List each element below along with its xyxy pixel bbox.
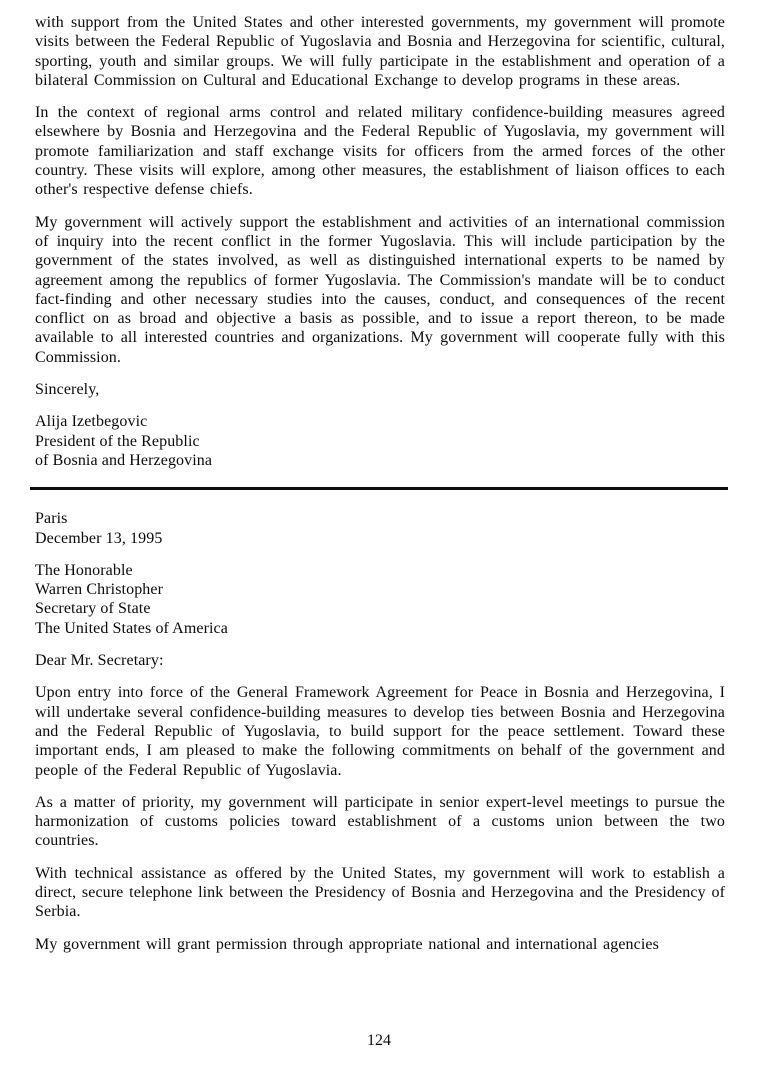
- date-line: December 13, 1995: [35, 529, 163, 547]
- closing: [35, 380, 725, 399]
- recipient-title: Secretary of State: [35, 600, 151, 618]
- paragraph: Upon entry into force of the General Framework Agreement for Peace in Bosnia and Herzegovina, I will undertake several confidence-building measures to develop ties between Bosnia and Herzegovina and the Federal Republic of Yugoslavia, to build support for the peace settlement. Toward these important ends, I am pleased to make the following commitments on behalf of the government and people of the Federal Republic of Yugoslavia.: [35, 684, 725, 779]
- letter-separator-rule: [30, 487, 728, 490]
- paragraph: As a matter of priority, my government will participate in senior expert-level meetings to pursue the harmonization of customs policies toward establishment of a customs union between the two countries.: [35, 793, 725, 850]
- paragraph: My government will grant permission through appropriate national and international agencies: [35, 935, 659, 953]
- closing-text: Sincerely,: [35, 381, 100, 399]
- recipient-name: Warren Christopher: [35, 581, 164, 599]
- paragraph: In the context of regional arms control and related military confidence-building measures agreed elsewhere by Bosnia and Herzegovina and the Federal Republic of Yugoslavia, my government will promote familiarization and staff exchange visits for officers from the armed forces of the other country. These visits will explore, among other measures, the establishment of liaison offices to each other's respective defense chiefs.: [35, 104, 725, 199]
- signature-title-2: of Bosnia and Herzegovina: [35, 451, 213, 469]
- place-line: Paris: [35, 510, 68, 528]
- letter-izetbegovic: [35, 13, 725, 470]
- salutation: [35, 651, 725, 670]
- signature-title: President of the Republic: [35, 432, 200, 450]
- paragraph: with support from the United States and other interested governments, my government will promote visits between the Federal Republic of Yugoslavia and Bosnia and Herzegovina for scientific, cultural, sporting, youth and similar groups. We will fully participate in the establishment and operation of a bilateral Commission on Cultural and Educational Exchange to develop programs in these areas.: [35, 14, 725, 89]
- paragraph: With technical assistance as offered by the United States, my government will work to establish a direct, secure telephone link between the Presidency of Bosnia and Herzegovina and the Presidency of Serbia.: [35, 864, 725, 921]
- salutation-text: Dear Mr. Secretary:: [35, 652, 164, 670]
- page-number: 124: [367, 1032, 391, 1049]
- signature-name: Alija Izetbegovic: [35, 413, 148, 431]
- paragraph: My government will actively support the establishment and activities of an international commission of inquiry into the recent conflict in the former Yugoslavia. This will include participation by the government of the states involved, as well as distinguished international experts to be named by agreement among the republics of former Yugoslavia. The Commission's mandate will be to conduct fact-finding and other necessary studies into the causes, conduct, and consequences of the recent conflict on as broad and objective a basis as possible, and to issue a report thereon, to be made available to all interested countries and organizations. My government will cooperate fully with this Commission.: [35, 213, 725, 366]
- recipient-honorific: The Honorable: [35, 561, 133, 579]
- recipient-block: [35, 561, 725, 638]
- signature-block: [35, 412, 725, 470]
- letter-milosevic: [35, 509, 725, 954]
- recipient-country: The United States of America: [35, 619, 228, 637]
- dateline-block: [35, 509, 725, 548]
